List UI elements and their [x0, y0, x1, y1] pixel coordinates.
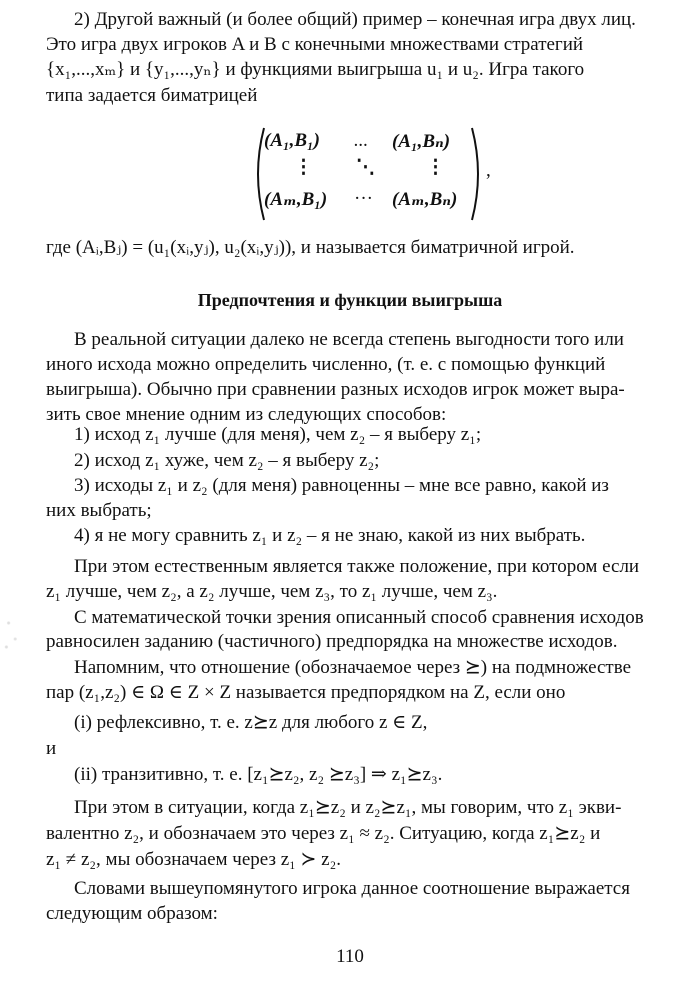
definition-item: (ii) транзитивно, т. е. [z₁⪰z₂, z₂ ⪰z₃] ⇒ z₁⪰z₃. — [74, 764, 443, 785]
list-item: 3) исходы z₁ и z₂ (для меня) равноценны – мне все равно, какой из — [74, 475, 609, 496]
matrix-cell: ··· — [354, 188, 373, 209]
matrix-cell: (A₁,B₁) — [264, 130, 320, 151]
text-line: z₁ лучше, чем z₂, а z₂ лучше, чем z₃, то z₁ лучше, чем z₃. — [46, 581, 498, 602]
text-line: Напомним, что отношение (обозначаемое через ⪰) на подмножестве — [74, 657, 632, 678]
matrix-cell: ⋮ — [426, 157, 445, 178]
text-line: зить свое мнение одним из следующих способов: — [46, 404, 447, 425]
text-line: где (Aᵢ,Bⱼ) = (u₁(xᵢ,yⱼ), u₂(xᵢ,yⱼ)), и называется биматричной игрой. — [46, 237, 575, 258]
matrix-cell: ... — [354, 130, 369, 151]
text-line: иного исхода можно определить численно, (т. е. с помощью функций — [46, 354, 606, 375]
conjunction: и — [46, 738, 57, 759]
text-line: валентно z₂, и обозначаем это через z₁ ≈ z₂. Ситуацию, когда z₁⪰z₂ и — [46, 823, 601, 844]
text-line: Словами вышеупомянутого игрока данное соотношение выражается — [74, 878, 630, 899]
text-line: В реальной ситуации далеко не всегда степень выгодности того или — [74, 329, 624, 350]
list-item: 4) я не могу сравнить z₁ и z₂ – я не знаю, какой из них выбрать. — [74, 525, 586, 546]
text-line: пар (z₁,z₂) ∈ Ω ∈ Z × Z называется предпорядком на Z, если оно — [46, 682, 566, 703]
matrix-cell: ⋱ — [356, 157, 375, 178]
text-line: 2) Другой важный (и более общий) пример – конечная игра двух лиц. — [74, 9, 636, 30]
text-line: С математической точки зрения описанный способ сравнения исходов — [74, 607, 644, 628]
matrix-cell: (Aₘ,B₁) — [264, 189, 328, 210]
section-heading: Предпочтения и функции выигрыша — [197, 290, 503, 310]
text-line: z₁ ≠ z₂, мы обозначаем через z₁ ≻ z₂. — [46, 849, 341, 870]
text-line: При этом в ситуации, когда z₁⪰z₂ и z₂⪰z₁, мы говорим, что z₁ экви- — [74, 797, 622, 818]
definition-item: (i) рефлексивно, т. е. z⪰z для любого z ∈ Z, — [74, 712, 428, 733]
text-line: При этом естественным является также положение, при котором если — [74, 556, 640, 577]
text-line: равносилен заданию (частичного) предпорядка на множестве исходов. — [46, 631, 618, 652]
text-line: типа задается биматрицей — [46, 85, 258, 106]
matrix-cell: ⋮ — [294, 157, 313, 178]
list-item: 1) исход z₁ лучше (для меня), чем z₂ – я выберу z₁; — [74, 424, 482, 445]
text-line: {x₁,...,xₘ} и {y₁,...,yₙ} и функциями выигрыша u₁ и u₂. Игра такого — [46, 59, 585, 80]
text-line: Это игра двух игроков A и B с конечными множествами стратегий — [46, 34, 584, 55]
list-item: 2) исход z₁ хуже, чем z₂ – я выберу z₂; — [74, 450, 380, 471]
matrix-cell: (A₁,Bₙ) — [392, 131, 451, 152]
matrix-comma: , — [486, 160, 491, 181]
scan-noise — [2, 615, 24, 655]
text-line: следующим образом: — [46, 903, 218, 924]
list-item: них выбрать; — [46, 500, 152, 521]
matrix-cell: (Aₘ,Bₙ) — [392, 189, 458, 210]
text-line: выигрыша). Обычно при сравнении разных исходов игрок может выра- — [46, 379, 625, 400]
bimatrix — [250, 126, 490, 222]
page-number: 110 — [336, 946, 364, 967]
